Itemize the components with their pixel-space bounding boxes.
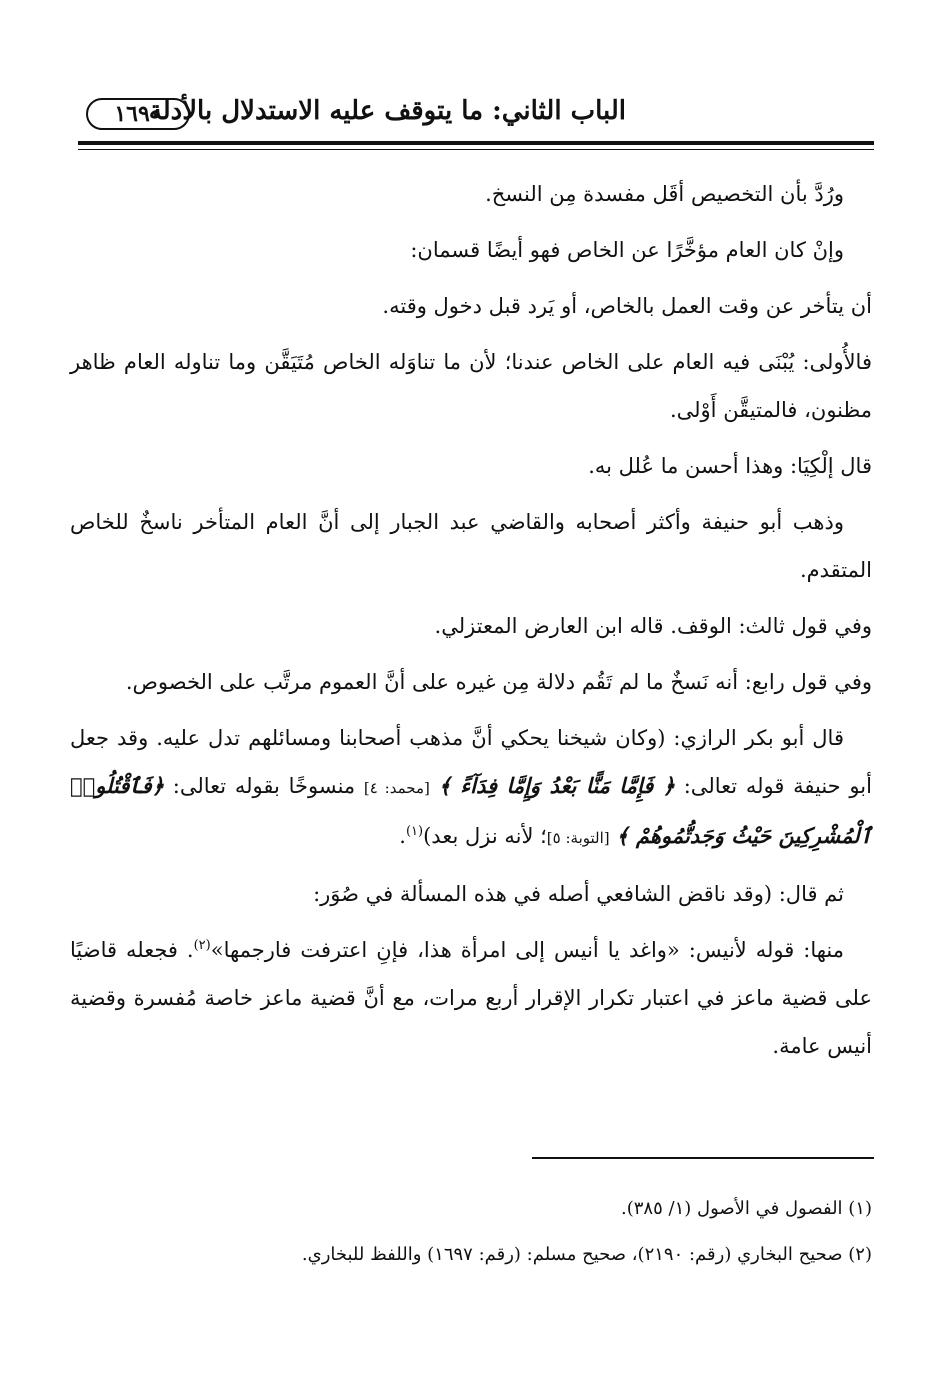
header-rule-thin bbox=[78, 149, 874, 150]
paragraph-3: أن يتأخر عن وقت العمل بالخاص، أو يَرد قبل دخول وقته. bbox=[382, 294, 872, 318]
paragraph-1: ورُدَّ بأن التخصيص أقَل مفسدة مِن النسخ. bbox=[485, 182, 844, 206]
footnote-2: (٢) صحيح البخاري (رقم: ٢١٩٠)، صحيح مسلم: (رقم: ١٦٩٧) واللفظ للبخاري. bbox=[301, 1244, 872, 1265]
footnote-separator bbox=[532, 1157, 874, 1159]
hadith-quote: منها: قوله لأنيس: «واغد يا أنيس إلى امرأة هذا، فإنِ اعترفت فارجمها» bbox=[210, 938, 845, 962]
razi-quote-end: ؛ لأنه نزل بعد) bbox=[423, 824, 547, 848]
quran-verse-1: ﴿ فَإِمَّا مَنًّا بَعْدُ وَإِمَّا فِدَآءً ﴾ bbox=[438, 773, 675, 798]
verse-reference-2: [التوبة: ٥] bbox=[546, 829, 610, 847]
paragraph-2: وإنْ كان العام مؤخَّرًا عن الخاص فهو أيضًا قسمان: bbox=[410, 238, 844, 262]
razi-quote-middle: منسوخًا بقوله تعالى: bbox=[172, 774, 356, 798]
paragraph-10: ثم قال: (وقد ناقض الشافعي أصله في هذه المسألة في صُوَر: bbox=[313, 882, 844, 906]
running-title: الباب الثاني: ما يتوقف عليه الاستدلال بالأدلة bbox=[148, 96, 626, 126]
paragraph-9-period: . bbox=[399, 824, 406, 848]
verse-reference-1: [محمد: ٤] bbox=[363, 779, 430, 797]
paragraph-11 bbox=[70, 926, 872, 1070]
quran-verse-2: ﴿فَٱقْتُلُوا۟ ٱلْمُشْرِكِينَ حَيْثُ وَجَدتُّمُوهُمْ ﴾ bbox=[70, 773, 872, 848]
paragraph-6: وذهب أبو حنيفة وأكثر أصحابه والقاضي عبد الجبار إلى أنَّ العام المتأخر ناسخٌ للخاص المتقدم. bbox=[70, 510, 872, 582]
paragraph-4: فالأُولى: يُبْنَى فيه العام على الخاص عندنا؛ لأن ما تناوَله الخاص مُتَيَقَّن وما تناوله العام ظاهر مظنون، فالمتيقَّن أَوْلى. bbox=[70, 350, 872, 422]
paragraph-8: وفي قول رابع: أنه نَسخٌ ما لم تَقُم دلالة مِن غيره على أنَّ العموم مرتَّب على الخصوص. bbox=[125, 670, 872, 694]
page-header bbox=[78, 92, 874, 138]
footnote-1: (١) الفصول في الأصول (١/ ٣٨٥). bbox=[621, 1198, 872, 1219]
footnote-marker-2: (٢) bbox=[193, 938, 211, 953]
paragraph-5: قال إلْكِيَا: وهذا أحسن ما عُلل به. bbox=[588, 454, 872, 478]
paragraph-11-rest: . فجعله قاضيًا على قضية ماعز في اعتبار تكرار الإقرار أربع مرات، مع أنَّ قضية ماعز خاصة مُفسرة وقضية أنيس عامة. bbox=[70, 938, 872, 1058]
header-rule-thick bbox=[78, 141, 874, 145]
footnotes bbox=[70, 1186, 872, 1278]
paragraph-7: وفي قول ثالث: الوقف. قاله ابن العارض المعتزلي. bbox=[434, 614, 872, 638]
main-text bbox=[70, 170, 872, 1078]
razi-quote-start: قال أبو بكر الرازي: (وكان شيخنا يحكي أنَّ مذهب أصحابنا ومسائلهم تدل عليه. وقد جعل أبو حنيفة قوله تعالى: bbox=[70, 726, 872, 798]
footnote-marker-1: (١) bbox=[405, 824, 424, 839]
page-number-badge: ١٦٩٠ bbox=[86, 98, 190, 130]
paragraph-9 bbox=[70, 714, 872, 862]
